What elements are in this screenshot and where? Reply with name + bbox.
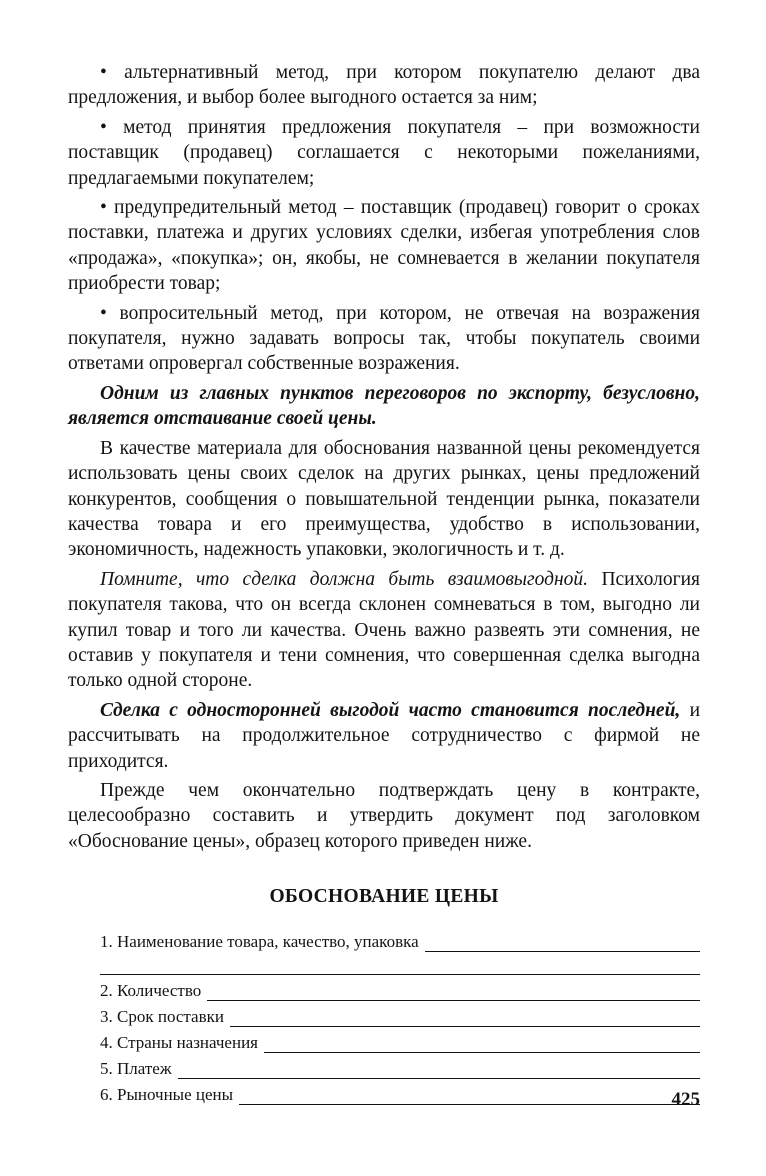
form-blank-line bbox=[239, 1089, 700, 1105]
page-content bbox=[68, 60, 700, 1105]
form-label-market-prices: 6. Рыночные цены bbox=[100, 1085, 234, 1105]
form-label-destination: 4. Страны назначения bbox=[100, 1033, 258, 1053]
one-sided-deal-bold-italic: Сделка с односторонней выгодой часто становится последней, bbox=[100, 699, 681, 721]
form-label-product: 1. Наименование товара, качество, упаковка bbox=[100, 932, 419, 952]
mutual-benefit-text: Психология покупателя такова, что он всегда склонен сомневаться в том, выгодно ли купил товар и того ли качества. Очень важно развеять эти сомнения, не оставив у покупателя и тени сомнения, что совершенная сделка выгодна только одной стороне. bbox=[68, 568, 700, 692]
bullet-question-method: • вопросительный метод, при котором, не отвечая на возражения покупателя, нужно задавать вопросы так, чтобы покупатель своими ответами опровергал собственные возражения. bbox=[68, 302, 700, 375]
form-row-quantity bbox=[68, 975, 700, 1001]
paragraph-price-document: Прежде чем окончательно подтверждать цену в контракте, целесообразно составить и утвердить документ под заголовком «Обоснование цены», образец которого приведен ниже. bbox=[68, 779, 700, 852]
paragraph-price-justification-material: В качестве материала для обоснования названной цены рекомендуется использовать цены своих сделок на других рынках, цены предложений конкурентов, сообщения о повышательной тенденции рынка, показатели качества товара и его преимущества, удобство в использовании, экономичность, надежность упаковки, экологичность и т. д. bbox=[68, 437, 700, 561]
form-title: ОБОСНОВАНИЕ ЦЕНЫ bbox=[269, 886, 499, 908]
paragraph-mutual-benefit bbox=[68, 567, 700, 694]
form-blank-line bbox=[178, 1063, 700, 1079]
page-number: 425 bbox=[671, 1089, 700, 1110]
form-row-delivery-term bbox=[68, 1001, 700, 1027]
form-row-destination bbox=[68, 1027, 700, 1053]
form-blank-line bbox=[207, 985, 700, 1001]
form-blank-line bbox=[425, 936, 700, 952]
form-blank-line bbox=[230, 1011, 700, 1027]
bullet-preventive-method: • предупредительный метод – поставщик (продавец) говорит о сроках поставки, платежа и других условиях сделки, избегая употребления слов «продажа», «покупка»; он, якобы, не сомневается в желании покупателя приобрести товар; bbox=[68, 197, 700, 295]
one-sided-deal-text: и рассчитывать на продолжительное сотрудничество с фирмой не приходится. bbox=[68, 699, 701, 772]
form-row-product bbox=[68, 926, 700, 952]
emphasis-price-defense: Одним из главных пунктов переговоров по экспорту, безусловно, является отстаивание своей цены. bbox=[68, 382, 700, 430]
price-justification-form bbox=[68, 926, 700, 1105]
form-label-delivery-term: 3. Срок поставки bbox=[100, 1007, 224, 1027]
form-row-market-prices bbox=[68, 1079, 700, 1105]
form-blank-line-continuation bbox=[100, 952, 700, 975]
form-label-quantity: 2. Количество bbox=[100, 981, 202, 1001]
bullet-alternative-method: • альтернативный метод, при котором покупателю делают два предложения, и выбор более выгодного остается за ним; bbox=[68, 62, 700, 109]
form-blank-line bbox=[264, 1037, 700, 1053]
paragraph-one-sided-deal bbox=[68, 698, 700, 774]
bullet-acceptance-method: • метод принятия предложения покупателя – при возможности поставщик (продавец) соглашается с некоторыми пожеланиями, предлагаемыми покупателем; bbox=[68, 116, 700, 189]
form-row-payment bbox=[68, 1053, 700, 1079]
form-label-payment: 5. Платеж bbox=[100, 1059, 172, 1079]
mutual-benefit-italic: Помните, что сделка должна быть взаимовыгодной. bbox=[100, 568, 589, 590]
